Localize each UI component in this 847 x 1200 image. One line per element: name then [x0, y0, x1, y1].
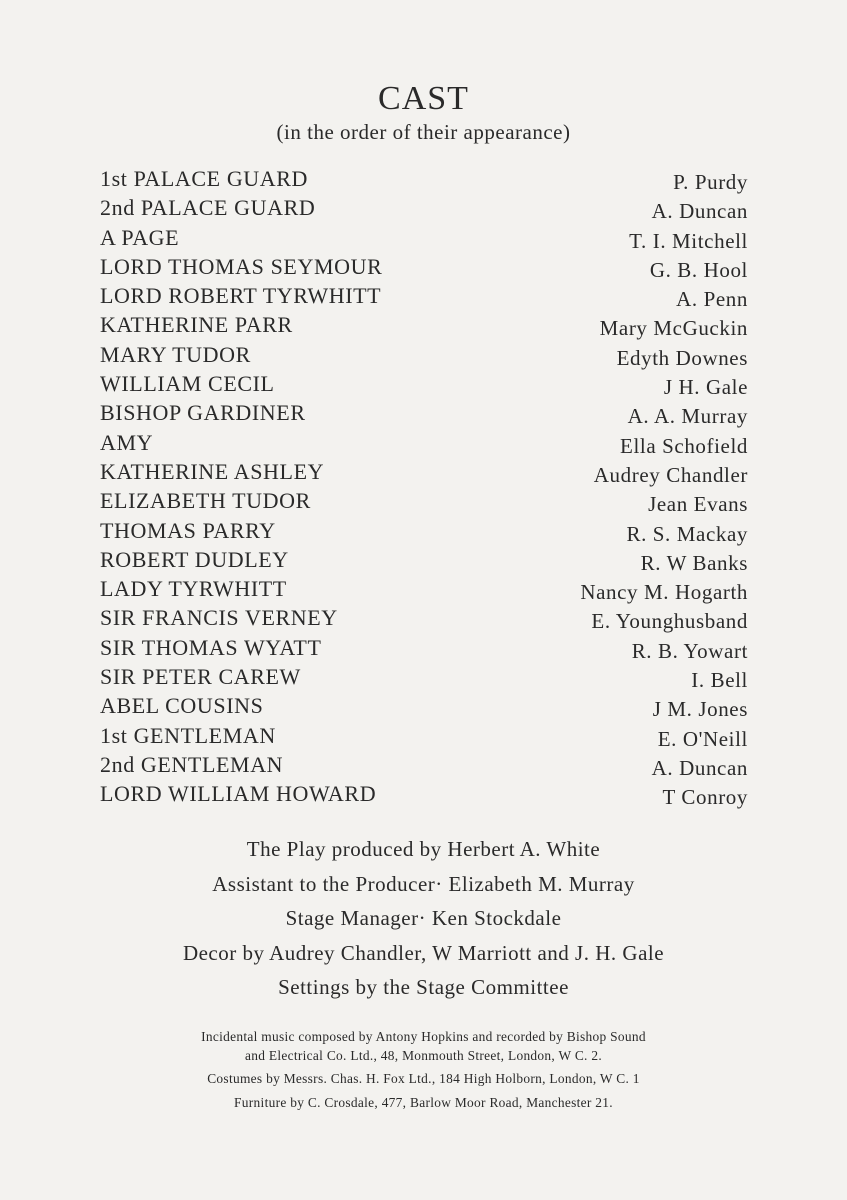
costumes-note-line: Costumes by Messrs. Chas. H. Fox Ltd., 184 High Holborn, London, W C. 1 [207, 1071, 640, 1086]
cast-actor: Jean Evans [648, 492, 748, 517]
cast-role: ROBERT DUDLEY [100, 546, 289, 572]
cast-actor: A. Penn [676, 287, 748, 312]
cast-actor: E. O'Neill [657, 726, 748, 751]
cast-row [100, 488, 748, 517]
cast-row [100, 605, 748, 634]
cast-row [100, 576, 748, 605]
cast-actor: P. Purdy [673, 170, 748, 194]
cast-actor: Audrey Chandler [593, 462, 748, 487]
cast-row [100, 166, 748, 195]
cast-actor: E. Younghusband [591, 609, 748, 634]
cast-row [100, 635, 748, 664]
music-note-line: and Electrical Co. Ltd., 48, Monmouth Street, London, W C. 2. [245, 1047, 602, 1063]
cast-role: 2nd GENTLEMAN [100, 751, 284, 777]
assistant-credit: Assistant to the Producer· Elizabeth M. Murray [212, 871, 635, 896]
cast-actor: Mary McGuckin [599, 316, 748, 341]
cast-row [100, 225, 748, 254]
cast-row [100, 312, 748, 341]
cast-role: LADY TYRWHITT [100, 576, 287, 602]
producer-credit: The Play produced by Herbert A. White [246, 837, 601, 861]
cast-row [100, 254, 748, 283]
furniture-note-line: Furniture by C. Crosdale, 477, Barlow Moor Road, Manchester 21. [234, 1094, 613, 1110]
cast-actor: Nancy M. Hogarth [580, 580, 748, 605]
cast-actor: A. Duncan [651, 199, 748, 224]
cast-role: WILLIAM CECIL [100, 371, 275, 397]
cast-role: ABEL COUSINS [100, 693, 264, 719]
cast-actor: J H. Gale [663, 375, 748, 400]
cast-role: 1st GENTLEMAN [100, 722, 276, 748]
cast-actor: J M. Jones [652, 697, 748, 722]
cast-actor: I. Bell [691, 668, 748, 693]
page-subtitle: (in the order of their appearance) [276, 120, 571, 144]
cast-role: A PAGE [100, 224, 180, 250]
cast-actor: T Conroy [662, 785, 748, 810]
cast-actor: Edyth Downes [616, 345, 748, 370]
cast-row [100, 371, 748, 400]
production-notes [0, 1028, 847, 1117]
stage-manager-credit: Stage Manager· Ken Stockdale [285, 906, 562, 930]
cast-role: SIR PETER CAREW [100, 664, 301, 690]
cast-role: SIR FRANCIS VERNEY [100, 605, 338, 631]
cast-actor: T. I. Mitchell [629, 228, 748, 253]
cast-role: SIR THOMAS WYATT [100, 634, 322, 660]
music-note [0, 1028, 847, 1065]
cast-actor: A. A. Murray [627, 404, 748, 429]
cast-role: KATHERINE ASHLEY [100, 458, 325, 484]
cast-role: BISHOP GARDINER [100, 400, 306, 426]
page-title: CAST [378, 80, 469, 117]
cast-role: LORD THOMAS SEYMOUR [100, 253, 383, 279]
cast-row [100, 400, 748, 429]
music-note-line: Incidental music composed by Antony Hopkins and recorded by Bishop Sound [201, 1029, 646, 1044]
production-credits [0, 832, 847, 1005]
cast-actor: G. B. Hool [649, 257, 748, 282]
cast-role: 1st PALACE GUARD [100, 166, 309, 191]
cast-actor: R. B. Yowart [631, 638, 748, 663]
cast-role: MARY TUDOR [100, 341, 251, 367]
cast-role: ELIZABETH TUDOR [100, 488, 311, 514]
furniture-note [0, 1094, 847, 1113]
cast-row [100, 664, 748, 693]
cast-row [100, 195, 748, 224]
cast-role: THOMAS PARRY [100, 517, 276, 543]
cast-role: LORD ROBERT TYRWHITT [100, 283, 382, 309]
cast-row [100, 430, 748, 459]
cast-row [100, 693, 748, 722]
cast-actor: Ella Schofield [620, 433, 748, 458]
cast-row [100, 459, 748, 488]
cast-row [100, 723, 748, 752]
costumes-note [0, 1070, 847, 1089]
cast-row [100, 752, 748, 781]
cast-row [100, 342, 748, 371]
cast-role: KATHERINE PARR [100, 312, 293, 338]
cast-actor: R. S. Mackay [626, 521, 748, 546]
settings-credit: Settings by the Stage Committee [278, 975, 569, 999]
cast-row [100, 518, 748, 547]
cast-actor: R. W Banks [640, 550, 748, 575]
cast-role: 2nd PALACE GUARD [100, 195, 316, 221]
cast-role: LORD WILLIAM HOWARD [100, 781, 377, 807]
cast-row [100, 283, 748, 312]
cast-row [100, 547, 748, 576]
decor-credit: Decor by Audrey Chandler, W Marriott and J. H. Gale [182, 940, 665, 965]
cast-list [100, 166, 748, 811]
cast-row [100, 781, 748, 810]
cast-role: AMY [100, 429, 154, 455]
cast-actor: A. Duncan [651, 755, 748, 780]
